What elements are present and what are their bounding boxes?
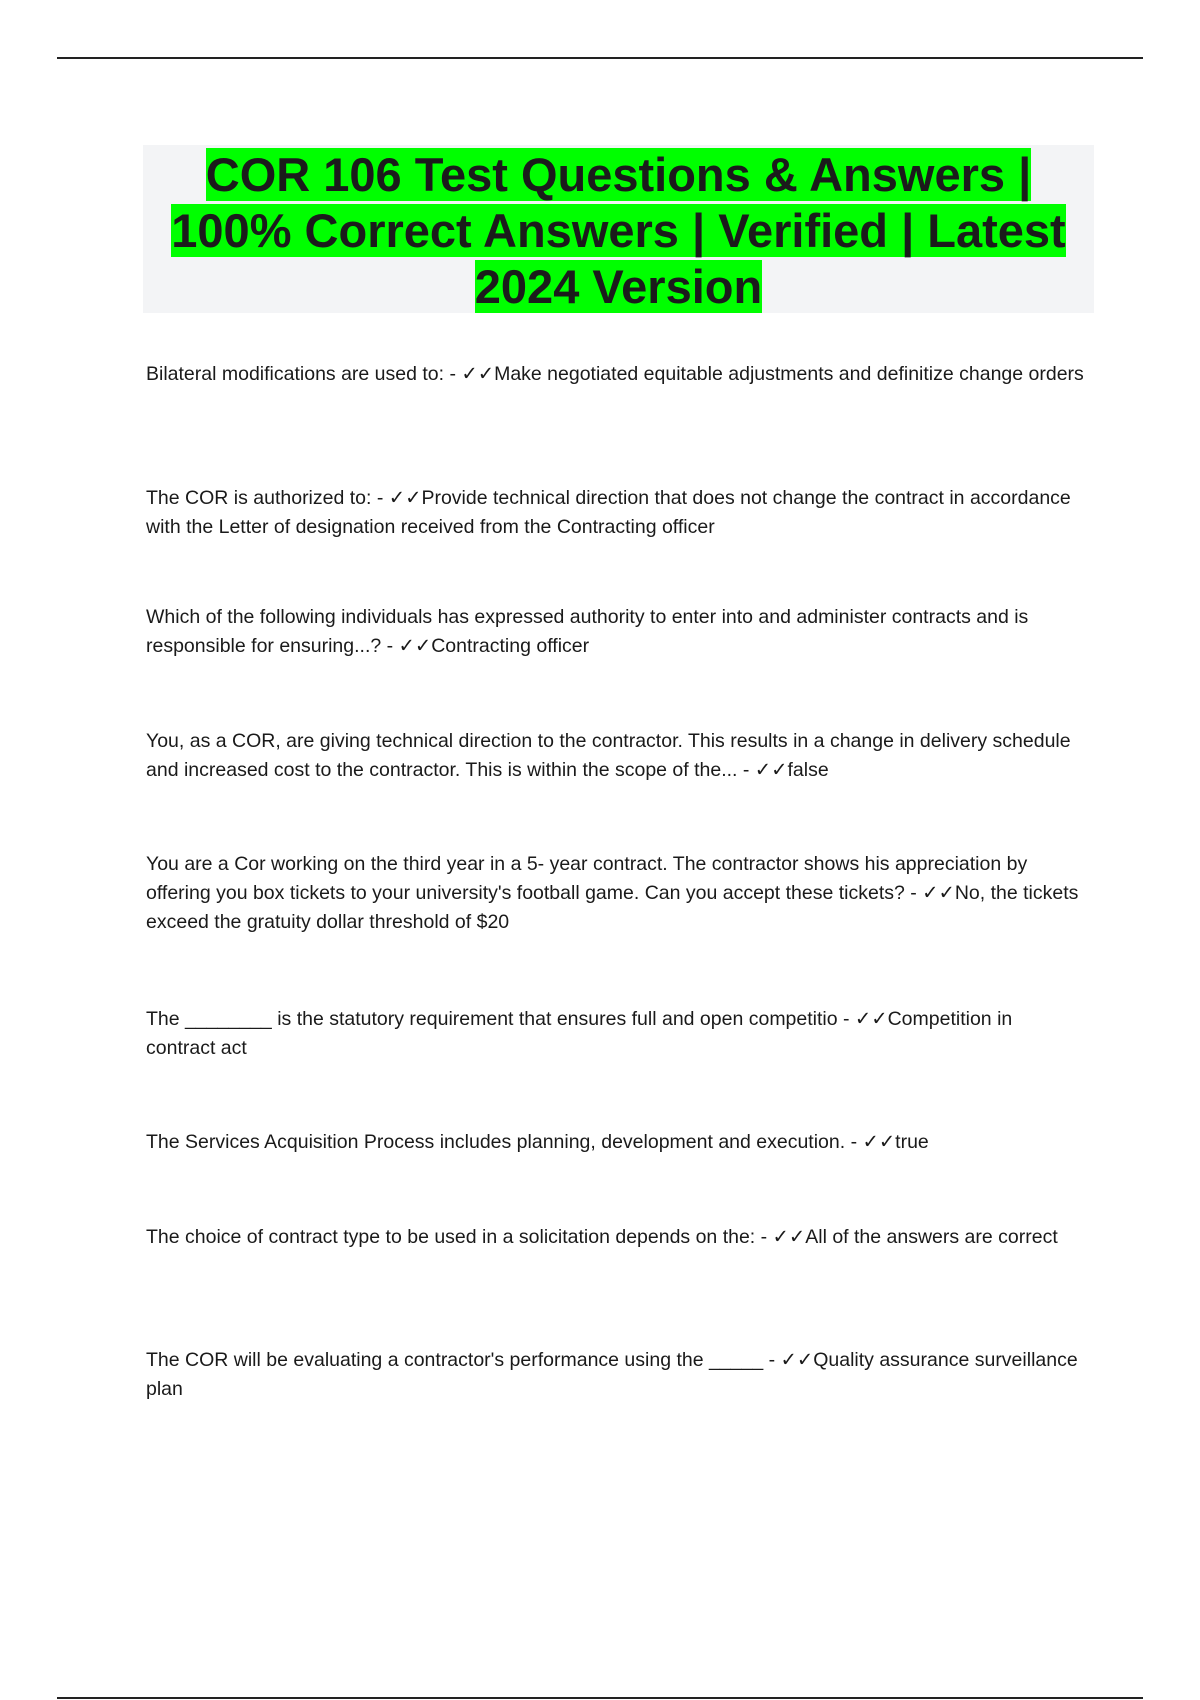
qa-item-4: You, as a COR, are giving technical direction to the contractor. This results in a change in delivery schedule and increased cost to the contractor. This is within the scope of the... - ✓✓false bbox=[146, 730, 1071, 781]
document-title bbox=[143, 145, 1094, 315]
bottom-rule bbox=[57, 1697, 1143, 1699]
title-banner bbox=[143, 145, 1094, 313]
qa-item-3: Which of the following individuals has expressed authority to enter into and administer contracts and is responsible for ensuring...? - ✓✓Contracting officer bbox=[146, 606, 1029, 657]
qa-item-9: The COR will be evaluating a contractor's performance using the _____ - ✓✓Quality assurance surveillance plan bbox=[146, 1349, 1078, 1400]
qa-item-5: You are a Cor working on the third year in a 5- year contract. The contractor shows his appreciation by offering you box tickets to your university's football game. Can you accept these tickets? - ✓✓No, the tickets exceed the gratuity dollar threshold of $20 bbox=[146, 853, 1079, 933]
qa-item-1: Bilateral modifications are used to: - ✓✓Make negotiated equitable adjustments and definitize change orders bbox=[146, 363, 1084, 385]
qa-item-7: The Services Acquisition Process includes planning, development and execution. - ✓✓true bbox=[146, 1131, 929, 1153]
top-rule bbox=[57, 57, 1143, 59]
qa-item-6: The ________ is the statutory requirement that ensures full and open competitio - ✓✓Competition in contract act bbox=[146, 1008, 1013, 1059]
qa-item-2: The COR is authorized to: - ✓✓Provide technical direction that does not change the contract in accordance with the Letter of designation received from the Contracting officer bbox=[146, 487, 1071, 538]
qa-item-8: The choice of contract type to be used in a solicitation depends on the: - ✓✓All of the answers are correct bbox=[146, 1226, 1058, 1248]
document-title-text: COR 106 Test Questions & Answers | 100% Correct Answers | Verified | Latest 2024 Version bbox=[171, 148, 1066, 313]
